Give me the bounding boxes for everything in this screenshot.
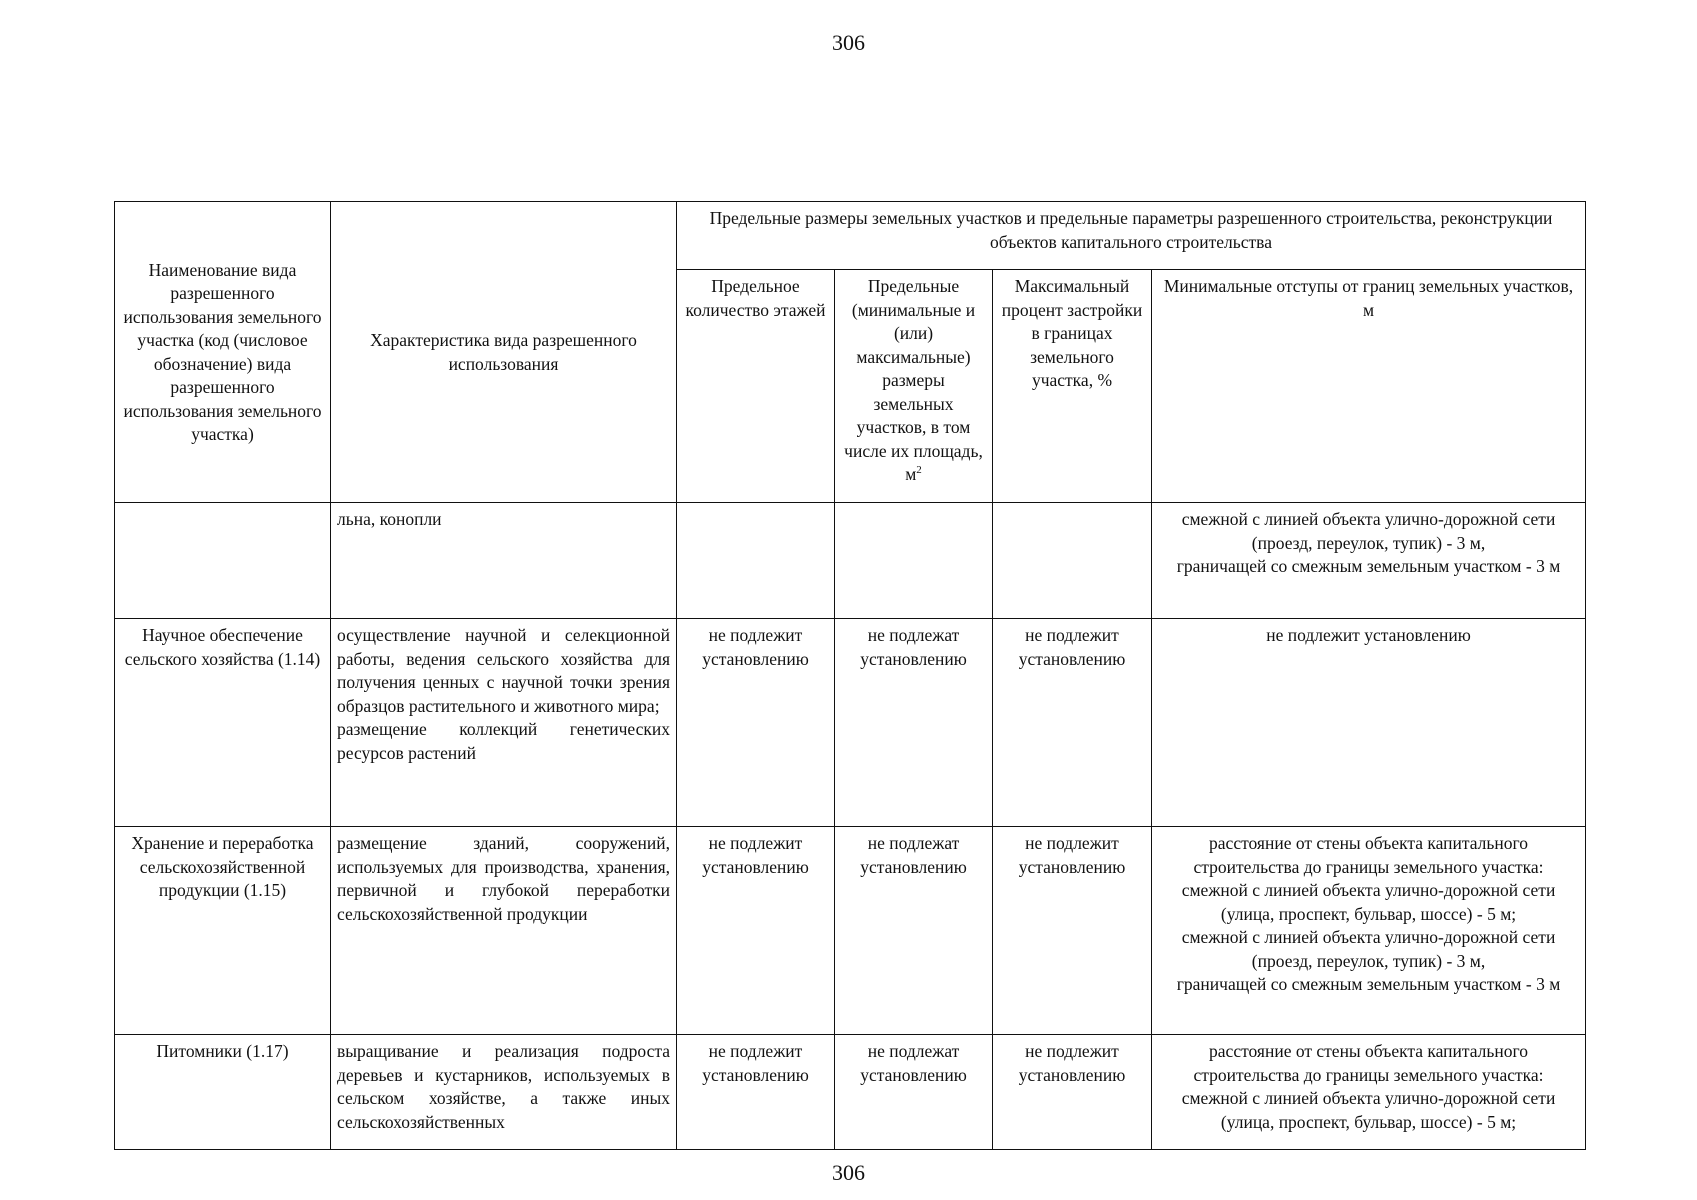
header-characteristic: Характеристика вида разрешенного использования	[331, 202, 677, 503]
header-sizes-sup: 2	[916, 464, 922, 477]
land-use-table	[114, 201, 1586, 1150]
table-row	[115, 619, 1586, 827]
table-row	[115, 503, 1586, 619]
header-sizes-text: Предельные (минимальные и (или) максимальные) размеры земельных участков, в том числе их площадь, м	[844, 276, 983, 484]
row-percent	[993, 503, 1152, 619]
row-percent: не подлежит установлению	[993, 1035, 1152, 1150]
table-row	[115, 1035, 1586, 1150]
row-floors: не подлежит установлению	[677, 1035, 835, 1150]
row-characteristic: выращивание и реализация подроста деревьев и кустарников, используемых в сельском хозяйстве, а также иных сельскохозяйственных	[331, 1035, 677, 1150]
row-name: Хранение и переработка сельскохозяйственной продукции (1.15)	[115, 827, 331, 1035]
row-sizes: не подлежат установлению	[835, 1035, 993, 1150]
page-number-top: 306	[832, 30, 865, 55]
row-name	[115, 503, 331, 619]
table-row	[115, 827, 1586, 1035]
header-sizes	[835, 270, 993, 503]
row-floors: не подлежит установлению	[677, 619, 835, 827]
page-number-bottom: 306	[832, 1160, 865, 1185]
row-characteristic: льна, конопли	[331, 503, 677, 619]
row-name: Питомники (1.17)	[115, 1035, 331, 1150]
header-group-title: Предельные размеры земельных участков и предельные параметры разрешенного строительства, реконструкции объектов капитального строительства	[677, 202, 1586, 270]
row-setbacks: расстояние от стены объекта капитального строительства до границы земельного участка: смежной с линией объекта улично-дорожной сети (улица, проспект, бульвар, шоссе) - 5 м; смежной с линией объекта улично-дорожной сети (проезд, переулок, тупик) - 3 м, граничащей со смежным земельным участком - 3 м	[1152, 827, 1586, 1035]
header-setbacks: Минимальные отступы от границ земельных участков, м	[1152, 270, 1586, 503]
row-setbacks: смежной с линией объекта улично-дорожной сети (проезд, переулок, тупик) - 3 м, граничащей со смежным земельным участком - 3 м	[1152, 503, 1586, 619]
row-characteristic: осуществление научной и селекционной работы, ведения сельского хозяйства для получения ценных с научной точки зрения образцов растительного и животного мира; размещение коллекций генетических ресурсов растений	[331, 619, 677, 827]
row-name: Научное обеспечение сельского хозяйства (1.14)	[115, 619, 331, 827]
header-percent: Максимальный процент застройки в границах земельного участка, %	[993, 270, 1152, 503]
header-name: Наименование вида разрешенного использования земельного участка (код (числовое обозначение) вида разрешенного использования земельного участка)	[115, 202, 331, 503]
row-sizes: не подлежат установлению	[835, 827, 993, 1035]
row-characteristic: размещение зданий, сооружений, используемых для производства, хранения, первичной и глубокой переработки сельскохозяйственной продукции	[331, 827, 677, 1035]
row-percent: не подлежит установлению	[993, 619, 1152, 827]
row-sizes	[835, 503, 993, 619]
row-setbacks: не подлежит установлению	[1152, 619, 1586, 827]
header-row-1	[115, 202, 1586, 270]
row-setbacks: расстояние от стены объекта капитального строительства до границы земельного участка: смежной с линией объекта улично-дорожной сети (улица, проспект, бульвар, шоссе) - 5 м;	[1152, 1035, 1586, 1150]
row-floors: не подлежит установлению	[677, 827, 835, 1035]
row-sizes: не подлежат установлению	[835, 619, 993, 827]
row-percent: не подлежит установлению	[993, 827, 1152, 1035]
row-floors	[677, 503, 835, 619]
header-floors: Предельное количество этажей	[677, 270, 835, 503]
